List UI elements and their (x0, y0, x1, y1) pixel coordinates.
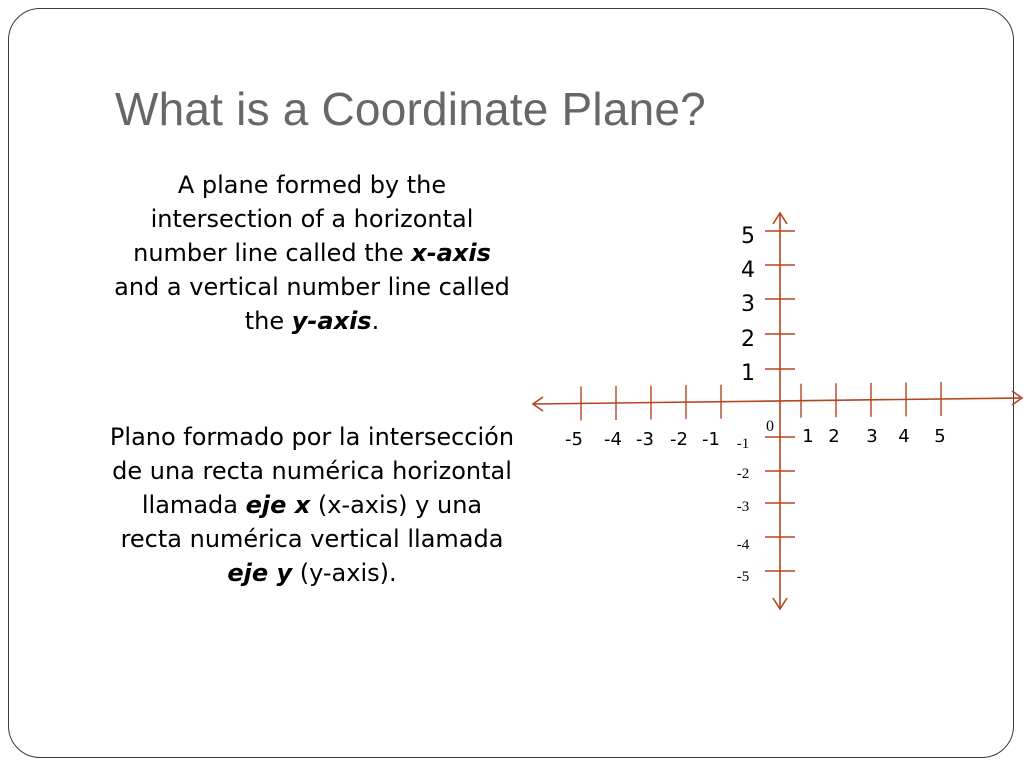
definition-english-text-2: and a vertical number line called the (114, 273, 510, 335)
x-positive-labels (802, 426, 945, 447)
x-label-4: 4 (898, 426, 910, 447)
y-label-neg2: -2 (736, 466, 750, 482)
term-eje-y: eje y (227, 559, 293, 587)
y-label-2: 2 (741, 327, 755, 352)
y-negative-labels (737, 436, 750, 585)
y-label-3: 3 (741, 292, 755, 317)
axes (533, 213, 1022, 609)
slide-title: What is a Coordinate Plane? (115, 83, 706, 135)
definition-spanish-text-3: (y-axis). (292, 559, 397, 587)
x-label-2: 2 (828, 426, 840, 447)
x-label-neg2: -2 (670, 429, 688, 450)
x-label-1: 1 (802, 426, 814, 447)
x-label-neg1: -1 (702, 429, 720, 450)
y-label-1: 1 (741, 361, 755, 386)
x-label-neg4: -4 (604, 429, 622, 450)
y-label-neg5: -5 (736, 569, 750, 585)
x-negative-labels (565, 429, 720, 450)
x-label-neg3: -3 (636, 429, 654, 450)
x-axis-line (534, 398, 1020, 404)
x-label-neg5: -5 (565, 429, 583, 450)
definition-spanish-text-2: (x-axis) y una recta numérica vertical llamada (120, 491, 504, 553)
x-label-3: 3 (866, 426, 878, 447)
definition-english-text-1: A plane formed by the intersection of a horizontal number line called the (133, 171, 474, 267)
y-positive-labels (741, 224, 755, 386)
y-label-5: 5 (741, 224, 755, 249)
term-x-axis: x-axis (411, 239, 491, 267)
term-y-axis: y-axis (291, 307, 372, 335)
axis-labels (565, 224, 946, 585)
y-label-4: 4 (741, 258, 755, 283)
definition-spanish-text-1: Plano formado por la intersección de una recta numérica horizontal llamada (109, 423, 515, 519)
definition-english-text-3: . (371, 307, 380, 335)
y-label-neg1: -1 (736, 436, 750, 452)
y-label-neg3: -3 (736, 499, 750, 515)
y-label-neg4: -4 (736, 537, 750, 553)
x-label-5: 5 (934, 426, 946, 447)
term-eje-x: eje x (245, 491, 311, 519)
origin-label: 0 (766, 418, 774, 435)
